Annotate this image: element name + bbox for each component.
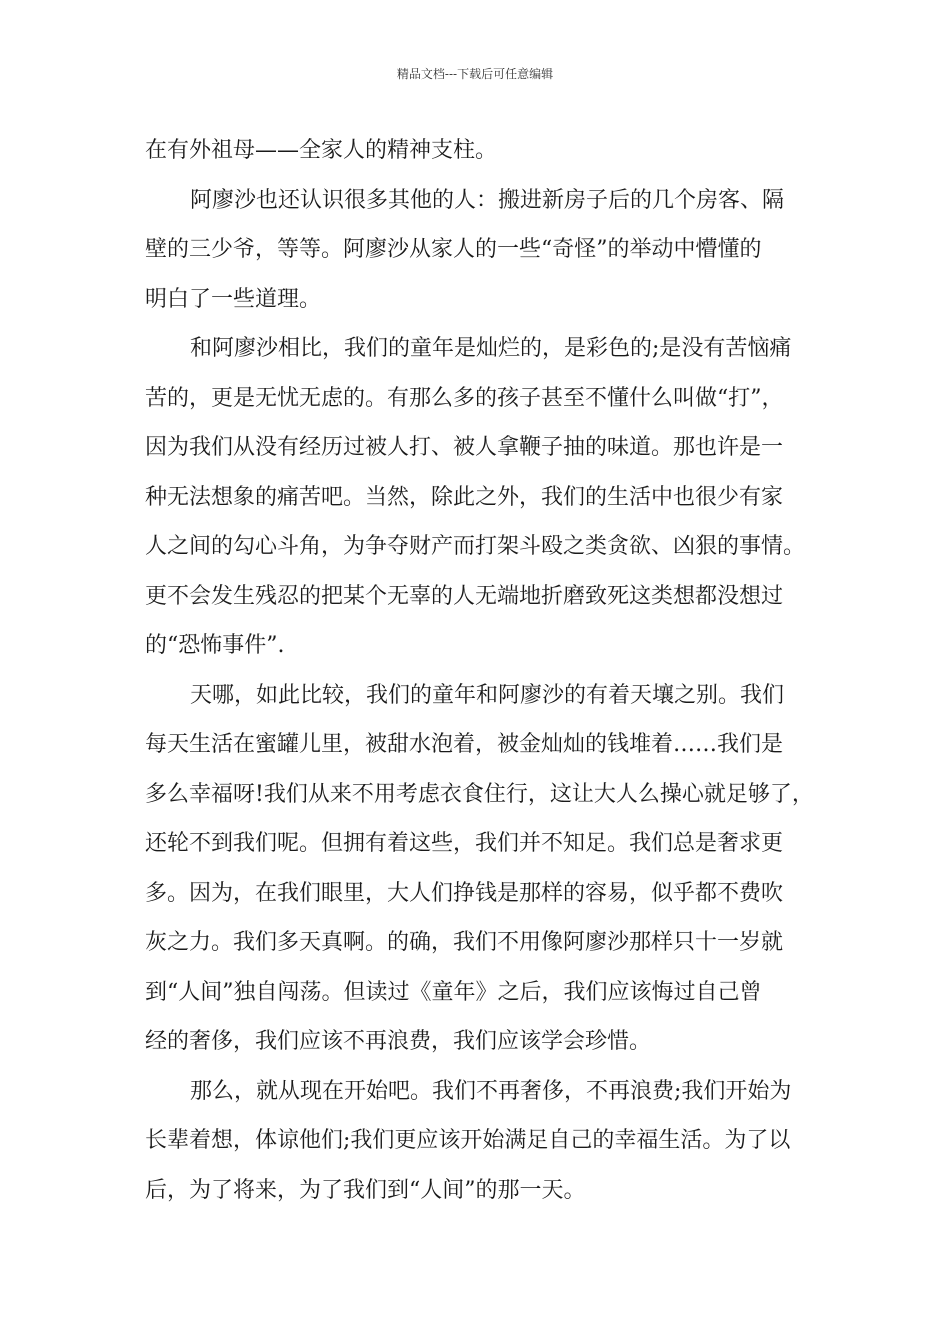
text-line: 在有外祖母——全家人的精神支柱。 <box>145 138 498 163</box>
text-line: 每天生活在蜜罐儿里，被甜水泡着，被金灿灿的钱堆着……我们是 <box>145 732 784 757</box>
text-line: 种无法想象的痛苦吧。当然，除此之外，我们的生活中也很少有家 <box>145 484 784 510</box>
text-line: 明白了一些道理。 <box>145 286 322 312</box>
text-line: 天哪，如此比较，我们的童年和阿廖沙的有着天壤之别。我们 <box>190 682 785 708</box>
text-line: 那么，就从现在开始吧。我们不再奢侈，不再浪费;我们开始为 <box>190 1078 792 1104</box>
body-text <box>145 126 820 1215</box>
text-line: 多么幸福呀!我们从来不用考虑衣食住行，这让大人么操心就足够了， <box>145 781 814 807</box>
page-header: 精品文档---下载后可任意编辑 <box>396 67 554 81</box>
text-line: 灰之力。我们多天真啊。的确，我们不用像阿廖沙那样只十一岁就 <box>145 930 784 955</box>
text-line: 后，为了将来，为了我们到“人间”的那一天。 <box>145 1177 586 1203</box>
text-line: 长辈着想，体谅他们;我们更应该开始满足自己的幸福生活。为了以 <box>145 1128 791 1153</box>
text-line: 更不会发生残忍的把某个无辜的人无端地折磨致死这类想都没想过 <box>145 583 784 609</box>
text-line: 到“人间”独自闯荡。但读过《童年》之后，我们应该悔过自己曾 <box>145 979 762 1005</box>
text-line: 壁的三少爷，等等。阿廖沙从家人的一些“奇怪”的举动中懵懂的 <box>145 237 762 262</box>
text-line: 人之间的勾心斗角，为争夺财产而打架斗殴之类贪欲、凶狠的事情。 <box>145 534 806 559</box>
text-line: 因为我们从没有经历过被人打、被人拿鞭子抽的味道。那也许是一 <box>145 435 784 460</box>
text-line: 和阿廖沙相比，我们的童年是灿烂的，是彩色的;是没有苦恼痛 <box>190 336 792 361</box>
text-line: 多。因为，在我们眼里，大人们挣钱是那样的容易，似乎都不费吹 <box>145 880 784 906</box>
text-line: 还轮不到我们呢。但拥有着这些，我们并不知足。我们总是奢求更 <box>145 831 784 856</box>
text-line: 的“恐怖事件”. <box>145 633 285 658</box>
text-line: 阿廖沙也还认识很多其他的人：搬进新房子后的几个房客、隔 <box>190 187 785 213</box>
text-line: 经的奢侈，我们应该不再浪费，我们应该学会珍惜。 <box>145 1029 652 1054</box>
text-line: 苦的，更是无忧无虑的。有那么多的孩子甚至不懂什么叫做“打”， <box>145 385 784 411</box>
